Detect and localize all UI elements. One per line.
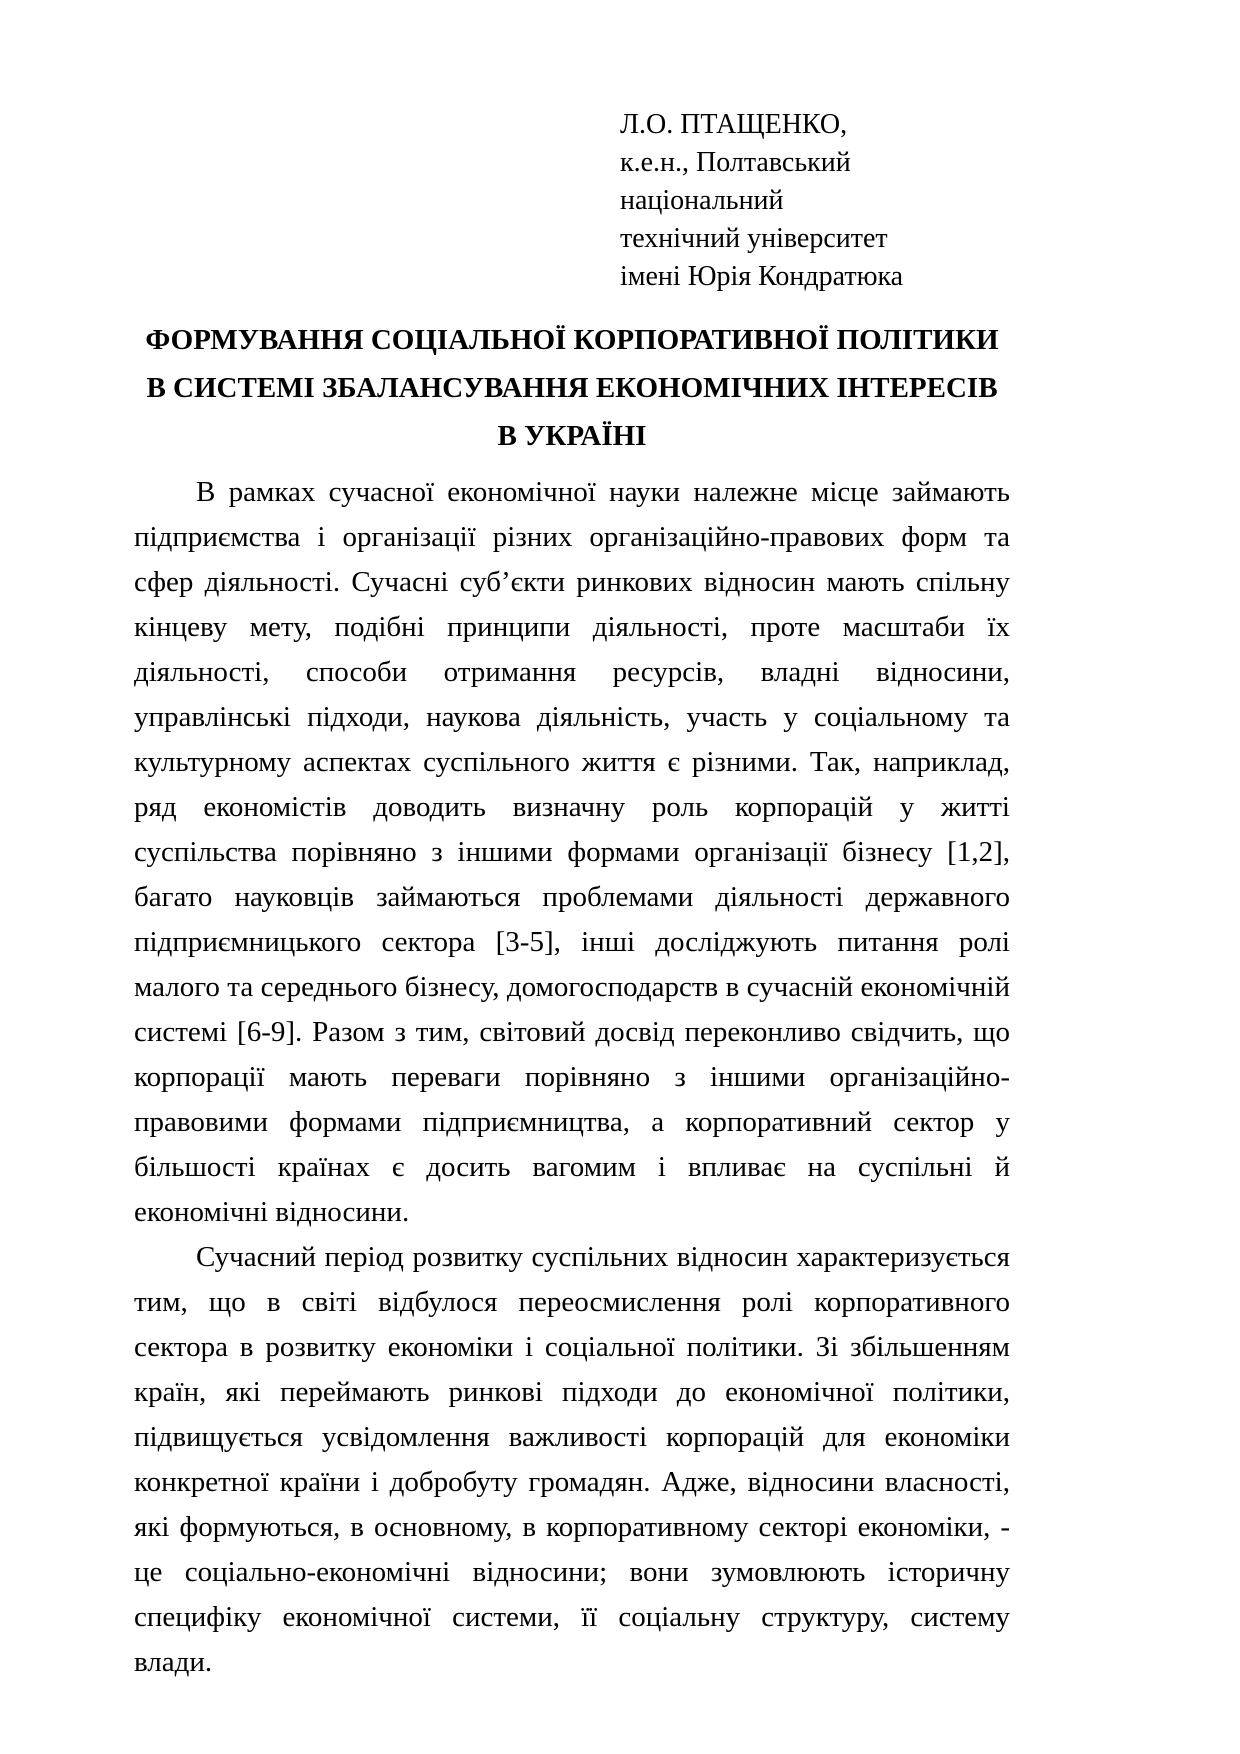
author-block bbox=[620, 106, 1010, 296]
article-title bbox=[134, 316, 1010, 460]
title-line-2: В СИСТЕМІ ЗБАЛАНСУВАННЯ ЕКОНОМІЧНИХ ІНТЕРЕСІВ bbox=[146, 372, 998, 404]
paragraph-1: В рамках сучасної економічної науки належне місце займають підприємства і організації різних організаційно-правових форм та сфер діяльності. Сучасні суб’єкти ринкових відносин мають спільну кінцеву мету, подібні принципи діяльності, проте масштаби їх діяльності, способи отримання ресурсів, владні відносини, управлінські підходи, наукова діяльність, участь у соціальному та культурному аспектах суспільного життя є різними. Так, наприклад, ряд економістів доводить визначну роль корпорацій у житті суспільства порівняно з іншими формами організації бізнесу [1,2], багато науковців займаються проблемами діяльності державного підприємницького сектора [3-5], інші досліджують питання ролі малого та середнього бізнесу, домогосподарств в сучасній економічній системі [6-9]. Разом з тим, світовий досвід переконливо свідчить, що корпорації мають переваги порівняно з іншими організаційно-правовими формами підприємництва, а корпоративний сектор у більшості країнах є досить вагомим і впливає на суспільні й економічні відносини. bbox=[134, 476, 1010, 1228]
author-affiliation-line: технічний університет bbox=[620, 223, 888, 254]
paragraph-2: Сучасний період розвитку суспільних відносин характеризується тим, що в світі відбулося переосмислення ролі корпоративного сектора в розвитку економіки і соціальної політики. Зі збільшенням країн, які переймають ринкові підходи до економічної політики, підвищується усвідомлення важливості корпорацій для економіки конкретної країни і добробуту громадян. Адже, відносини власності, які формуються, в основному, в корпоративному секторі економіки, - це соціально-економічні відносини; вони зумовлюють історичну специфіку економічної системи, її соціальну структуру, систему влади. bbox=[134, 1241, 1010, 1678]
author-affiliation-line-2: імені Юрія Кондратюка bbox=[620, 261, 904, 292]
author-name-line: Л.О. ПТАЩЕНКО, bbox=[620, 109, 848, 140]
title-line-1: ФОРМУВАННЯ СОЦІАЛЬНОЇ КОРПОРАТИВНОЇ ПОЛІТИКИ bbox=[145, 324, 999, 356]
author-degree-line: к.е.н., Полтавський національний bbox=[620, 147, 851, 216]
title-line-3: В УКРАЇНІ bbox=[497, 420, 647, 452]
